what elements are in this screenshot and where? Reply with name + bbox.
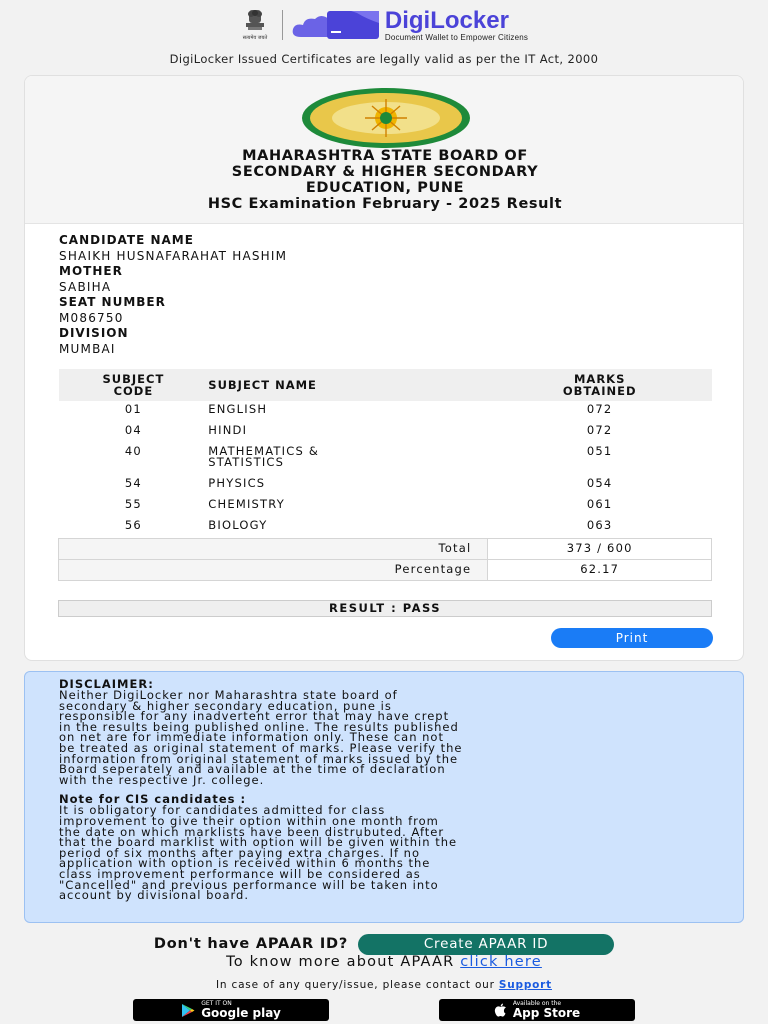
seat-number: M086750 — [59, 311, 124, 325]
subject-code: 56 — [124, 518, 142, 532]
apple-icon — [494, 1003, 507, 1018]
subject-marks: 072 — [586, 402, 613, 416]
table-row — [59, 475, 712, 496]
disclaimer-line: information from original statement of marks issued by the — [59, 751, 459, 766]
exam-title: HSC Examination February - 2025 Result — [207, 196, 563, 212]
total-marks: 373 / 600 — [488, 538, 712, 559]
cis-note-line: period of six months after paying extra charges. If no — [59, 845, 421, 860]
marks-table — [58, 369, 712, 581]
subject-marks: 051 — [586, 444, 613, 458]
disclaimer-box — [24, 671, 744, 923]
division-label: DIVISION — [59, 326, 129, 340]
disclaimer-line: be treated as original statement of marks. Please verify the — [59, 740, 463, 755]
know-more-text: To know more about APAAR — [226, 954, 455, 970]
cis-note-line: that the board marklist with option will be given within the — [59, 835, 458, 850]
app-store-text: App Store — [512, 1006, 581, 1020]
marks-table-header — [59, 369, 712, 401]
disclaimer-line: on net are for immediate information only. These can not — [59, 730, 444, 745]
marks-obtained-header: MARKS OBTAINED — [488, 369, 712, 401]
disclaimer-text — [59, 690, 709, 785]
candidate-name-label: CANDIDATE NAME — [59, 233, 194, 247]
mother-name: SABIHA — [59, 280, 112, 294]
cis-note-line: It is obligatory for candidates admitted for class — [59, 803, 386, 818]
disclaimer-line: with the respective Jr. college. — [59, 772, 265, 787]
subject-marks: 072 — [586, 423, 613, 437]
header-divider — [282, 10, 283, 40]
support-line — [0, 979, 768, 991]
disclaimer-line: secondary & higher secondary education, pune is — [59, 698, 392, 713]
create-apaar-id-button[interactable]: Create APAAR ID — [358, 934, 614, 955]
brand-name: DigiLocker — [384, 6, 509, 34]
table-row — [59, 401, 712, 422]
query-text: In case of any query/issue, please contact our — [216, 979, 495, 991]
cis-note-text — [59, 803, 709, 903]
board-seal-logo — [301, 87, 471, 149]
disclaimer-line: responsible for any inadvertent error that may have crept — [59, 709, 450, 724]
mother-label: MOTHER — [59, 264, 123, 278]
subject-name: ENGLISH — [208, 402, 268, 416]
subject-name-header: SUBJECT NAME — [208, 369, 488, 401]
board-title — [25, 148, 744, 212]
result-card — [24, 75, 744, 661]
legal-validity-note: DigiLocker Issued Certificates are legally valid as per the IT Act, 2000 — [169, 52, 599, 66]
table-row — [59, 517, 712, 538]
subject-code: 54 — [124, 476, 142, 490]
subject-code: 40 — [124, 444, 142, 458]
result-status: RESULT : PASS — [58, 600, 712, 617]
national-emblem-icon — [240, 8, 270, 42]
subject-code-header: SUBJECT CODE — [59, 369, 209, 401]
table-row — [59, 443, 712, 475]
apaar-section — [0, 932, 768, 956]
cis-note-line: account by divisional board. — [59, 888, 249, 903]
table-row — [59, 496, 712, 517]
app-header — [0, 0, 768, 50]
google-play-small-text: GET IT ON — [201, 1000, 232, 1007]
apaar-info-line — [0, 954, 768, 970]
board-title-line2: SECONDARY & HIGHER SECONDARY — [231, 164, 539, 180]
cloud-folder-icon — [291, 9, 381, 41]
subject-code: 01 — [124, 402, 142, 416]
cis-note-line: improvement to give their option within one month from — [59, 813, 439, 828]
cis-note-line: the date on which marklists have been distrubuted. After — [59, 824, 445, 839]
subject-name: MATHEMATICS & STATISTICS — [208, 444, 319, 469]
cis-note-line: "Cancelled" and previous performance will be taken into — [59, 877, 439, 892]
subject-marks: 063 — [586, 518, 613, 532]
app-store-badge[interactable] — [439, 999, 635, 1021]
percentage-value: 62.17 — [488, 559, 712, 580]
click-here-link[interactable]: click here — [460, 954, 542, 970]
subject-name: CHEMISTRY — [208, 497, 285, 511]
support-link[interactable]: Support — [498, 979, 552, 991]
google-play-badge[interactable] — [133, 999, 329, 1021]
subject-marks: 061 — [586, 497, 613, 511]
cis-note-line: class improvement performance will be considered as — [59, 866, 421, 881]
print-button[interactable]: Print — [551, 628, 713, 648]
brand-tagline: Document Wallet to Empower Citizens — [384, 32, 529, 42]
seat-number-label: SEAT NUMBER — [59, 295, 166, 309]
subject-code: 04 — [124, 423, 142, 437]
candidate-info — [59, 233, 287, 357]
total-row — [59, 538, 712, 559]
svg-text:सत्यमेव जयते: सत्यमेव जयते — [242, 35, 268, 41]
table-row — [59, 422, 712, 443]
cis-note-heading: Note for CIS candidates : — [59, 792, 247, 807]
total-label: Total — [59, 538, 488, 559]
percentage-label: Percentage — [59, 559, 488, 580]
google-play-icon — [181, 1003, 195, 1018]
board-title-line3: EDUCATION, PUNE — [305, 180, 465, 196]
subject-name: HINDI — [208, 423, 248, 437]
candidate-name: SHAIKH HUSNAFARAHAT HASHIM — [59, 249, 288, 263]
cis-note-line: application with option is received within 6 months the — [59, 856, 431, 871]
disclaimer-line: Board seperately and available at the time of declaration — [59, 762, 446, 777]
division-name: MUMBAI — [59, 342, 116, 356]
percentage-row — [59, 559, 712, 580]
subject-code: 55 — [124, 497, 142, 511]
apaar-question: Don't have APAAR ID? — [153, 936, 349, 952]
google-play-text: Google play — [201, 1006, 281, 1020]
subject-marks: 054 — [586, 476, 613, 490]
subject-name: BIOLOGY — [208, 518, 268, 532]
app-store-small-text: Available on the — [512, 1000, 562, 1007]
digilocker-logo[interactable] — [291, 6, 529, 42]
board-title-line1: MAHARASHTRA STATE BOARD OF — [242, 148, 528, 164]
subject-name: PHYSICS — [208, 476, 266, 490]
disclaimer-line: in the results being published online. The results published — [59, 719, 459, 734]
disclaimer-heading: DISCLAIMER: — [59, 677, 154, 691]
disclaimer-line: Neither DigiLocker nor Maharashtra state board of — [59, 688, 398, 702]
